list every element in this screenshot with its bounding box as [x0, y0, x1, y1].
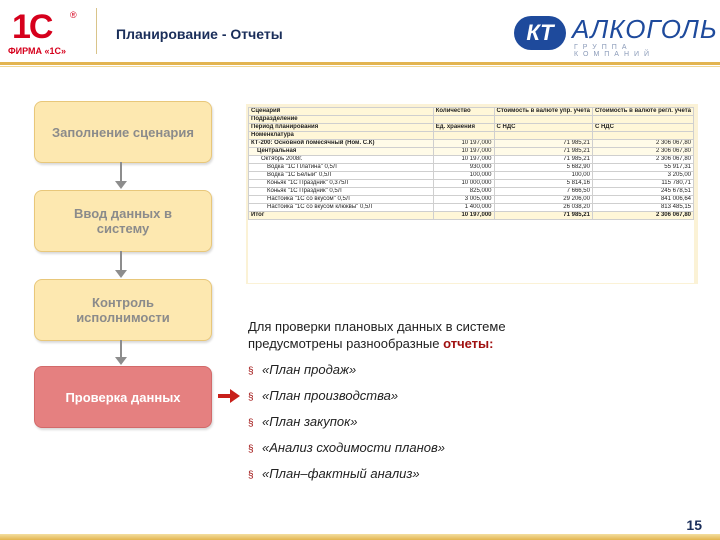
table-cell: 1 400,000: [433, 204, 494, 212]
table-row: [249, 188, 694, 196]
table-cell: 10 197,000: [433, 140, 494, 148]
bullet-icon: §: [248, 392, 254, 403]
table-header-cell: Количество: [433, 108, 494, 116]
table-cell: Центральная: [249, 148, 434, 156]
table-subheader-cell: Номенклатура: [249, 132, 434, 140]
bullet-icon: §: [248, 444, 254, 455]
table-row: [249, 148, 694, 156]
table-cell: 10 000,000: [433, 180, 494, 188]
table-cell: 5 682,90: [494, 164, 592, 172]
table-cell: Коньяк "1С Праздник" 0,375Л: [249, 180, 434, 188]
table-total-row: [249, 212, 694, 220]
flow-step-fill-scenario: [34, 101, 212, 163]
list-item: [248, 414, 708, 440]
table-cell: 10 197,000: [433, 156, 494, 164]
report-table-container: [248, 107, 694, 283]
table-row: [249, 140, 694, 148]
list-item-label: «Анализ сходимости планов»: [262, 440, 445, 455]
table-subheader-cell: [592, 132, 693, 140]
table-total-cell: 2 306 067,80: [592, 212, 693, 220]
table-total-cell: 10 197,000: [433, 212, 494, 220]
table-cell: 3 205,00: [592, 172, 693, 180]
table-cell: Водка "1С Белый" 0,5Л: [249, 172, 434, 180]
table-row: [249, 204, 694, 212]
table-row: [249, 164, 694, 172]
table-subheader-row: [249, 116, 694, 124]
table-subheader-row: [249, 132, 694, 140]
flow-step-label: Заполнение сценария: [52, 124, 194, 140]
header-divider: [96, 8, 97, 54]
table-cell: 7 666,50: [494, 188, 592, 196]
table-cell: Коньяк "1С Праздник" 0,5Л: [249, 188, 434, 196]
table-subheader-cell: Ед. хранения: [433, 124, 494, 132]
table-header-cell: Стоимость в валюте регл. учета: [592, 108, 693, 116]
intro-line-2-text: предусмотрены разнообразные: [248, 336, 444, 351]
logo-1c: [8, 8, 88, 58]
table-row: [249, 196, 694, 204]
logo-1c-firm-name: ФИРМА «1С»: [8, 46, 67, 56]
table-subheader-cell: [433, 132, 494, 140]
table-row: [249, 180, 694, 188]
header-stripe: [0, 62, 720, 65]
table-cell: Настойка "1С со вкусом" 0,5Л: [249, 196, 434, 204]
table-total-cell: 71 985,21: [494, 212, 592, 220]
footer-stripe: [0, 534, 720, 540]
table-subheader-cell: [494, 132, 592, 140]
table-cell: 841 006,64: [592, 196, 693, 204]
flow-arrow: [120, 162, 122, 182]
arrow-down-icon: [115, 357, 127, 365]
arrow-down-icon: [115, 181, 127, 189]
table-cell: 245 678,51: [592, 188, 693, 196]
logo-kt-badge: КТ: [514, 16, 566, 50]
table-row: [249, 156, 694, 164]
slide-header: [0, 0, 720, 62]
logo-kt-subtitle: ГРУППА КОМПАНИЙ: [574, 44, 655, 58]
flow-arrow: [120, 340, 122, 358]
table-cell: 26 038,20: [494, 204, 592, 212]
table-cell: 115 780,71: [592, 180, 693, 188]
table-cell: 825,000: [433, 188, 494, 196]
table-cell: 2 306 067,80: [592, 148, 693, 156]
arrow-right-icon: [218, 389, 240, 403]
header-stripe-thin: [0, 66, 720, 67]
intro-line-2: [248, 335, 708, 352]
table-cell: 71 985,21: [494, 148, 592, 156]
list-item-label: «План закупок»: [262, 414, 358, 429]
table-cell: 71 985,21: [494, 140, 592, 148]
reports-list: [248, 362, 708, 492]
table-cell: 3 005,000: [433, 196, 494, 204]
intro-highlight: отчеты:: [443, 336, 494, 351]
list-item: [248, 440, 708, 466]
flow-step-data-verification: [34, 366, 212, 428]
page-number: 15: [686, 517, 702, 533]
table-header-cell: Стоимость в валюте упр. учета: [494, 108, 592, 116]
list-item-label: «План продаж»: [262, 362, 357, 377]
logo-1c-registered: ®: [70, 10, 77, 20]
list-item: [248, 388, 708, 414]
table-cell: Октябрь 2008г.: [249, 156, 434, 164]
table-header-row: [249, 108, 694, 116]
list-item: [248, 466, 708, 492]
table-subheader-cell: С НДС: [592, 124, 693, 132]
list-item-label: «План–фактный анализ»: [262, 466, 420, 481]
flow-step-data-entry: [34, 190, 212, 252]
table-subheader-cell: [494, 116, 592, 124]
table-subheader-cell: [433, 116, 494, 124]
bullet-icon: §: [248, 470, 254, 481]
table-subheader-cell: Подразделение: [249, 116, 434, 124]
flow-step-label: Проверка данных: [65, 389, 181, 405]
table-row: [249, 172, 694, 180]
table-cell: Настойка "1С со вкусом клюквы" 0,5Л: [249, 204, 434, 212]
arrow-down-icon: [115, 270, 127, 278]
logo-kt-name: АЛКОГОЛЬ: [572, 14, 718, 44]
page-title: Планирование - Отчеты: [116, 26, 283, 42]
table-cell: 10 197,000: [433, 148, 494, 156]
table-cell: КТ-200: Основной помесячный (Ном. С.К): [249, 140, 434, 148]
report-table: [248, 107, 694, 220]
flow-step-label: Контроль исполнимости: [76, 295, 170, 325]
flow-step-label: Ввод данных в систему: [74, 206, 172, 236]
table-cell: Водка "1С Платина" 0,5Л: [249, 164, 434, 172]
table-subheader-cell: С НДС: [494, 124, 592, 132]
table-subheader-row: [249, 124, 694, 132]
table-cell: 55 917,31: [592, 164, 693, 172]
bullet-icon: §: [248, 366, 254, 377]
table-cell: 100,000: [433, 172, 494, 180]
intro-line-1: Для проверки плановых данных в системе: [248, 319, 506, 334]
table-cell: 5 814,16: [494, 180, 592, 188]
intro-text: [248, 318, 708, 352]
table-cell: 813 485,15: [592, 204, 693, 212]
table-cell: 100,00: [494, 172, 592, 180]
list-item: [248, 362, 708, 388]
table-cell: 930,000: [433, 164, 494, 172]
table-total-cell: Итог: [249, 212, 434, 220]
logo-1c-mark: 1С: [12, 8, 52, 46]
table-cell: 29 206,00: [494, 196, 592, 204]
flow-step-feasibility-check: [34, 279, 212, 341]
table-subheader-cell: Период планирования: [249, 124, 434, 132]
table-subheader-cell: [592, 116, 693, 124]
table-cell: 71 985,21: [494, 156, 592, 164]
logo-kt-alkogol: [514, 10, 718, 58]
bullet-icon: §: [248, 418, 254, 429]
table-cell: 2 306 067,80: [592, 140, 693, 148]
list-item-label: «План производства»: [262, 388, 399, 403]
flow-arrow: [120, 251, 122, 271]
table-cell: 2 306 067,80: [592, 156, 693, 164]
table-header-cell: Сценарий: [249, 108, 434, 116]
